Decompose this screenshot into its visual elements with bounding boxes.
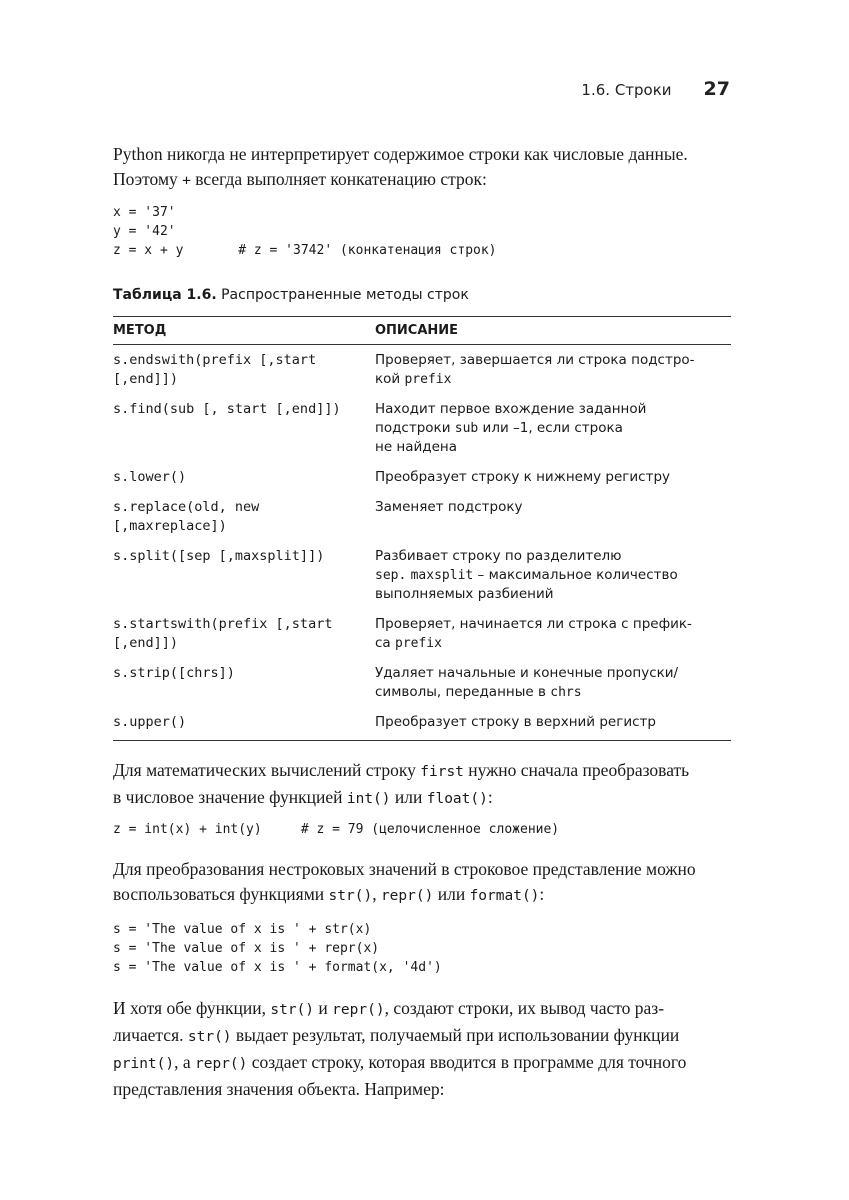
table-row (113, 707, 731, 741)
method-cell: s.startswith(prefix [,start [,end]]) (113, 616, 333, 651)
description-cell: Удаляет начальные и конечные пропуски/ символы, переданные в chrs (375, 665, 679, 700)
paragraph-str-vs-repr: И хотя обе функции, str() и repr(), создают строки, их вывод часто раз- личается. str() выдает результат, получаемый при использовании функции print(), а repr() создает строку, которая вводится в программе для точного представления значения объекта. Например: (113, 998, 687, 1099)
code-line: s = 'The value of x is ' + format(x, '4d') (113, 960, 442, 975)
description-cell: Проверяет, завершается ли строка подстро- кой prefix (375, 352, 695, 387)
paragraph-conversion: Для математических вычислений строку first нужно сначала преобразовать в числовое значение функцией int() или float(): (113, 760, 690, 807)
description-cell: Заменяет подстроку (375, 499, 523, 515)
code-line: x = '37' (113, 205, 176, 220)
method-cell: s.endswith(prefix [,start [,end]]) (113, 352, 317, 387)
description-cell: Находит первое вхождение заданной подстроки sub или –1, если строка не найдена (375, 401, 647, 455)
method-cell: s.replace(old, new [,maxreplace]) (113, 499, 260, 534)
code-line: s = 'The value of x is ' + str(x) (113, 922, 372, 937)
description-cell: Проверяет, начинается ли строка с префик- са prefix (375, 616, 692, 651)
method-cell: s.lower() (113, 469, 187, 485)
table-row (113, 345, 731, 395)
code-line: s = 'The value of x is ' + repr(x) (113, 941, 380, 956)
string-methods-table (113, 316, 731, 741)
code-block-int (113, 820, 731, 839)
description-cell: Разбивает строку по разделителю sep. maxsplit – максимальное количество выполняемых разбиений (375, 548, 678, 602)
description-cell: Преобразует строку к нижнему регистру (375, 469, 671, 485)
table-row (113, 658, 731, 707)
intro-paragraph: Python никогда не интерпретирует содержимое строки как числовые данные. Поэтому + всегда выполняет конкатенацию строк: (113, 144, 688, 189)
column-header-method: МЕТОД (113, 317, 375, 345)
method-cell: s.split([sep [,maxsplit]]) (113, 548, 325, 564)
intro-line-1: Python никогда не интерпретирует содержимое строки как числовые данные. (113, 144, 688, 164)
table-caption (113, 287, 731, 303)
column-header-description: ОПИСАНИЕ (375, 317, 731, 345)
table-row (113, 541, 731, 609)
method-cell: s.find(sub [, start [,end]]) (113, 401, 341, 417)
description-cell: Преобразует строку в верхний регистр (375, 707, 731, 741)
running-header (581, 78, 730, 100)
table-row (113, 609, 731, 658)
table-row (113, 462, 731, 492)
table-row (113, 394, 731, 462)
code-block-str (113, 920, 731, 977)
method-cell: s.upper() (113, 707, 375, 741)
plus-operator: + (182, 173, 191, 189)
page-number: 27 (703, 78, 730, 100)
table-header-row (113, 317, 731, 345)
table-row (113, 492, 731, 541)
table-caption-text: Распространенные методы строк (216, 287, 469, 303)
code-line: z = x + y # z = '3742' (конкатенация строк) (113, 243, 497, 258)
method-cell: s.strip([chrs]) (113, 665, 235, 681)
code-line: z = int(x) + int(y) # z = 79 (целочисленное сложение) (113, 822, 560, 837)
section-title: 1.6. Строки (581, 81, 672, 99)
code-block-concat (113, 203, 731, 260)
code-line: y = '42' (113, 224, 176, 239)
paragraph-str-conversion: Для преобразования нестроковых значений в строковое представление можно воспользоваться функциями str(), repr() или format(): (113, 859, 696, 904)
table-caption-label: Таблица 1.6. (113, 287, 217, 303)
